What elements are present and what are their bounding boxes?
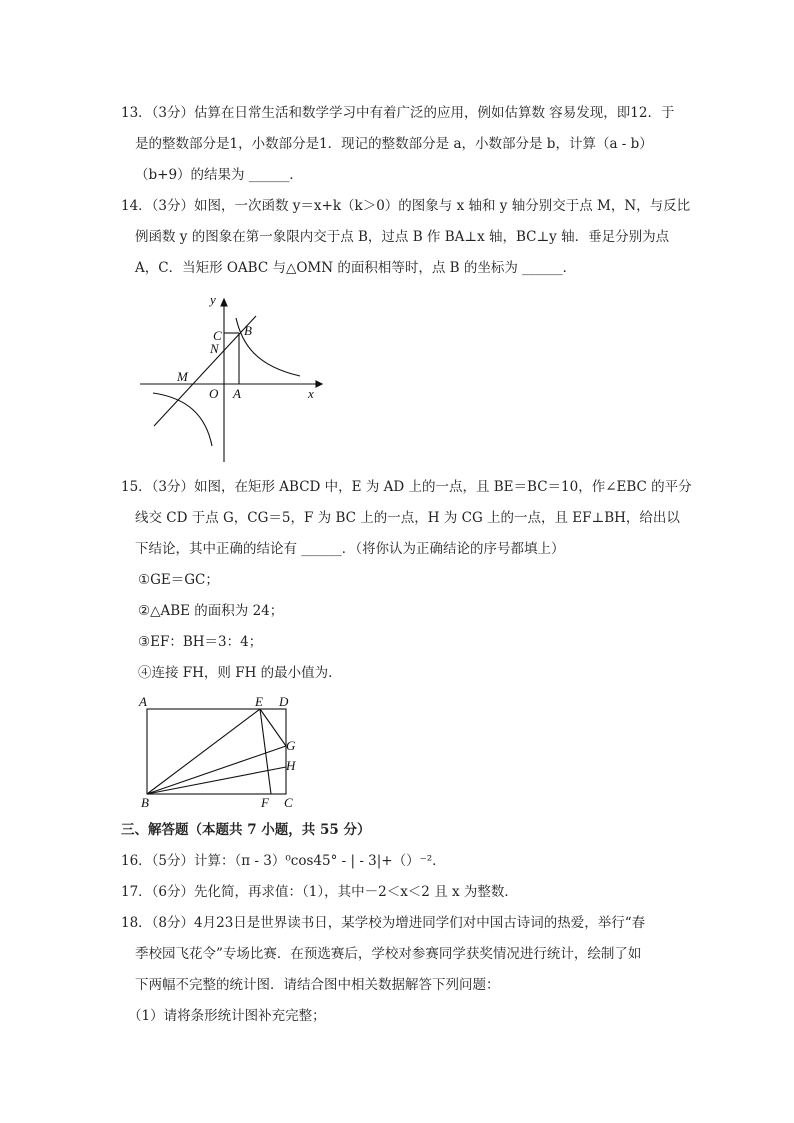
q13-line3: （b+9）的结果为 ______． (135, 167, 303, 183)
q15-label-G: G (286, 738, 296, 753)
q15-option-2: ②△ABE 的面积为 24； (138, 603, 284, 619)
q17-line: 17．（6分）先化简，再求值：（1），其中－2＜x＜2 且 x 为整数． (121, 884, 518, 900)
q15-option-3: ③EF：BH＝3：4； (138, 634, 263, 650)
q14-y-arrow (221, 299, 227, 306)
q15-line1: 15．（3分）如图，在矩形 ABCD 中，E 为 AD 上的一点，且 BE＝BC＝10，作∠EBC 的平分 (121, 479, 692, 495)
q14-line1: 14．（3分）如图，一次函数 y＝x+k（k＞0）的图象与 x 轴和 y 轴分别交于点 M，N，与反比 (121, 198, 691, 214)
q14-x-arrow (316, 381, 322, 387)
q14-hyperbola-q3 (153, 393, 212, 446)
q15-label-H: H (286, 758, 296, 773)
section-3-heading: 三、解答题（本题共 7 小题，共 55 分） (121, 822, 371, 838)
q15-label-E: E (255, 694, 263, 709)
q15-label-A: A (139, 694, 147, 709)
q18-sub1: （1）请将条形统计图补充完整； (128, 1008, 326, 1024)
q13-line2: 是的整数部分是1，小数部分是1．现记的整数部分是 a，小数部分是 b，计算（a - b） (135, 136, 653, 152)
q15-line3: 下结论，其中正确的结论有 ______．（将你认为正确结论的序号都填上） (135, 541, 565, 557)
q14-label-B: B (244, 323, 252, 338)
q15-label-B: B (141, 795, 149, 810)
q16-line: 16．（5分）计算：（π - 3）⁰cos45° - | - 3|+（）⁻²． (121, 853, 446, 869)
q15-segment-BH (147, 767, 286, 794)
q14-label-N: N (210, 341, 219, 356)
q14-line2: 例函数 y 的图象在第一象限内交于点 B，过点 B 作 BA⊥x 轴，BC⊥y 轴．垂足分别为点 (135, 229, 670, 245)
q14-label-A: A (233, 386, 241, 401)
q18-line3: 下两幅不完整的统计图．请结合图中相关数据解答下列问题： (135, 977, 500, 993)
q18-line2: 季校园飞花令”专场比赛．在预选赛后，学校对参赛同学获奖情况进行统计，绘制了如 (135, 946, 642, 962)
q13-line1: 13．（3分）估算在日常生活和数学学习中有着广泛的应用，例如估算数 容易发现，即12．于 (121, 105, 675, 121)
q14-label-M: M (177, 369, 188, 384)
q15-label-F: F (261, 795, 269, 810)
q15-segment-BE (147, 709, 260, 794)
q14-label-x: x (308, 386, 314, 401)
q14-line3: A，C．当矩形 OABC 与△OMN 的面积相等时，点 B 的坐标为 ______． (135, 260, 577, 276)
q15-figure (134, 692, 314, 812)
q14-label-C: C (213, 328, 222, 343)
q14-label-O: O (209, 386, 219, 401)
q14-label-y: y (210, 292, 216, 307)
q15-option-1: ①GE＝GC； (138, 572, 219, 588)
q18-line1: 18．（8分）4月23日是世界读书日，某学校为增进同学们对中国古诗词的热爱，举行“春 (121, 915, 646, 931)
q15-line2: 线交 CD 于点 G，CG＝5，F 为 BC 上的一点，H 为 CG 上的一点，且 EF⊥BH，给出以 (135, 510, 680, 526)
q14-figure (130, 288, 330, 466)
q15-label-D: D (279, 694, 289, 709)
q15-label-C: C (284, 795, 293, 810)
q15-segment-BG (147, 746, 286, 794)
q15-option-4: ④连接 FH，则 FH 的最小值为． (138, 665, 342, 681)
